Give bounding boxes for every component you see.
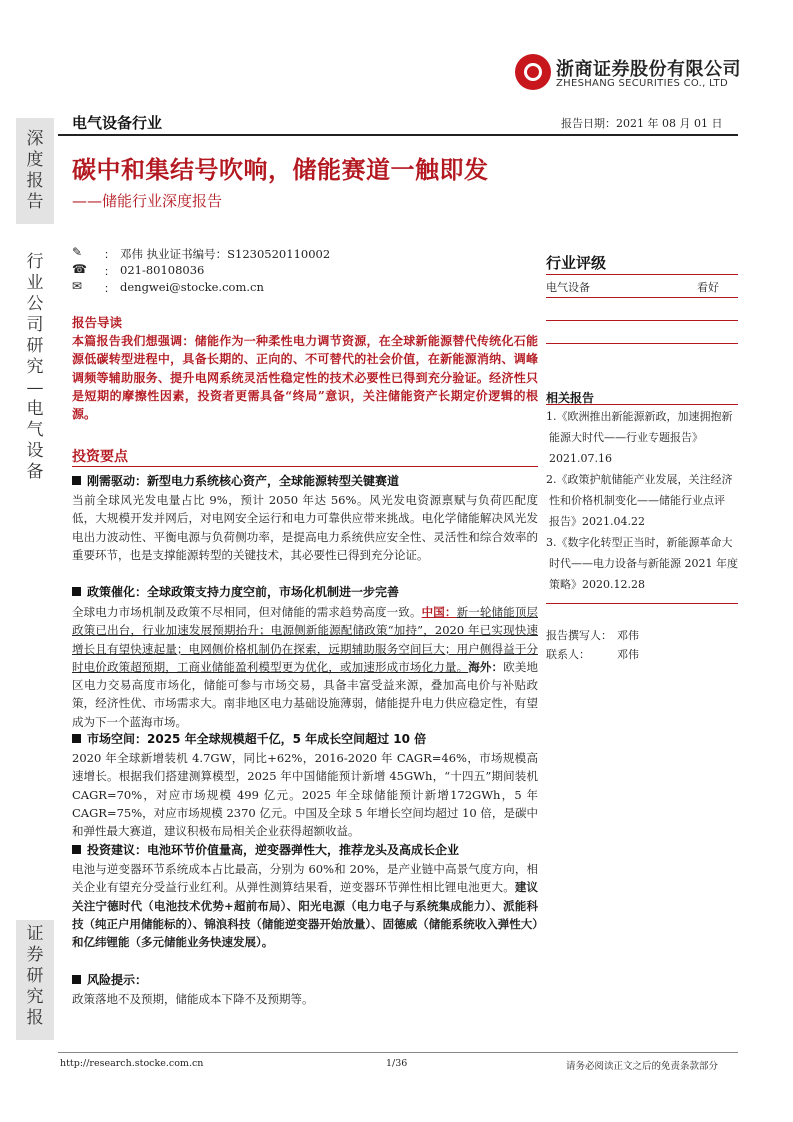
related-item[interactable]: 时代——电力设备与新能源 2021 年度	[549, 557, 738, 570]
sidebar-char: 证	[26, 924, 44, 944]
sidebar-char: 报	[26, 171, 44, 191]
analyst-cert: 邓伟 执业证书编号：S1230520110002	[120, 247, 331, 261]
pen-icon: ✎	[72, 245, 83, 259]
footer-divider	[58, 1052, 738, 1053]
related-bottom-divider	[546, 603, 738, 604]
sidebar-char: 券	[26, 945, 44, 965]
sidebar-category	[16, 248, 54, 488]
sidebar-char: 备	[26, 462, 44, 482]
point-1-title: 刚需驱动：新型电力系统核心资产，全球能源转型关键赛道	[87, 474, 400, 488]
phone-colon: ：	[104, 265, 115, 278]
related-item: 策略》2020.12.28	[549, 578, 645, 591]
related-item[interactable]: 性和价格机制变化——储能行业点评	[549, 494, 725, 507]
footer-url[interactable]: http://research.stocke.com.cn	[60, 1058, 204, 1069]
writer-name: 邓伟	[617, 629, 639, 642]
sidebar-char: 设	[26, 441, 44, 461]
contact-name: 邓伟	[617, 648, 639, 661]
related-heading: 相关报告	[546, 391, 595, 405]
sidebar-char: 研	[26, 336, 44, 356]
point-4-head	[72, 841, 459, 858]
point-4-text-a: 电池与逆变器环节系统成本占比最高，分别为 60%和 20%，是产业链中高景气度方向，相关企业有望充分受益行业红利。从弹性测算结果看，逆变器环节弹性相比锂电池更大。	[72, 862, 538, 895]
company-name-cn: 浙商证券股份有限公司	[556, 59, 741, 80]
rating-heading: 行业评级	[546, 254, 607, 272]
report-subtitle: ——储能行业深度报告	[72, 192, 223, 210]
rating-line-1	[546, 297, 738, 298]
bullet-square-icon	[72, 734, 81, 743]
guide-heading: 报告导读	[72, 315, 123, 330]
sidebar-char: 公	[26, 294, 44, 314]
header-divider	[58, 134, 738, 136]
company-logo-core-icon	[527, 66, 539, 78]
sidebar-char: 深	[26, 129, 44, 149]
point-2-china-label: 中国：	[421, 605, 457, 619]
sidebar-char: 究	[26, 357, 44, 377]
related-item[interactable]: 能源大时代——行业专题报告》	[549, 431, 703, 444]
related-divider	[546, 404, 738, 405]
sidebar-char: —	[26, 378, 44, 398]
sidebar-char: 研	[26, 966, 44, 986]
rating-line-3	[546, 343, 738, 344]
sidebar-char: 告	[26, 192, 44, 212]
point-4-text-b: 建议关注宁德时代（电池技术优势+超前布局）、阳光电源（电力电子与系统集成能力）、派能科技（纯正户用储能标的）、锦浪科技（储能逆变器开始放量）、固德威（储能系统收入弹性大）和亿纬锂能（多元储能业务快速发展）。	[72, 880, 538, 950]
analyst-phone: 021-80108036	[120, 263, 205, 277]
point-2-head	[72, 583, 399, 600]
sidebar-char: 究	[26, 987, 44, 1007]
point-2-text-a: 全球电力市场机制及政策不尽相同，但对储能的需求趋势高度一致。	[72, 605, 422, 619]
point-2-title: 政策催化：全球政策支持力度空前，市场化机制进一步完善	[87, 585, 400, 599]
related-item: 报告》2021.04.22	[549, 515, 645, 528]
sidebar-char: 电	[26, 399, 44, 419]
guide-text: 本篇报告我们想强调：储能作为一种柔性电力调节资源，在全球新能源替代传统化石能源低碳转型进程中，具备长期的、正向的、不可替代的社会价值，在新能源消纳、调峰调频等辅助服务、提升电网系统灵活性稳定性的技术必要性已得到充分验证。经济性只是短期的摩擦性因素，投资者更需具备“终局”意识，关注储能资产长期定价逻辑的根源。	[72, 334, 538, 422]
email-colon: ：	[104, 282, 115, 295]
sidebar-char: 司	[26, 315, 44, 335]
point-3-head	[72, 730, 426, 747]
bullet-square-icon	[72, 476, 81, 485]
sidebar-char: 报	[26, 1008, 44, 1028]
bullet-square-icon	[72, 975, 81, 984]
rating-divider	[546, 274, 738, 275]
sidebar-char: 气	[26, 420, 44, 440]
related-item[interactable]: 1.《欧洲推出新能源新政，加速拥抱新	[546, 410, 733, 423]
analyst-email[interactable]: dengwei@stocke.com.cn	[120, 280, 264, 294]
point-5-title: 风险提示：	[87, 973, 148, 987]
point-5-text: 政策落地不及预期，储能成本下降不及预期等。	[72, 992, 314, 1006]
related-item[interactable]: 2.《政策护航储能产业发展，关注经济	[546, 473, 733, 486]
point-5-head	[72, 971, 147, 988]
point-2-text	[72, 603, 538, 731]
bullet-square-icon	[72, 587, 81, 596]
rating-sector: 电气设备	[546, 281, 590, 294]
sidebar-char: 业	[26, 273, 44, 293]
point-1-text: 当前全球风光发电量占比 9%，预计 2050 年达 56%。风光发电资源禀赋与负荷匹配度低，大规模开发并网后，对电网安全运行和电力可靠供应带来挑战。电化学储能解决风光发电出力波动性、平衡电源与负荷侧功率，是提高电力系统供应安全性、灵活性和综合效率的重要环节，也是支撑能源转型的关键技术，其必要性已得到充分论证。	[72, 493, 538, 562]
report-date: 报告日期：2021 年 08 月 01 日	[561, 117, 723, 130]
rating-value: 看好	[697, 281, 719, 294]
footer-disclaimer: 请务必阅读正文之后的免责条款部分	[566, 1061, 719, 1072]
points-divider	[72, 466, 538, 467]
mail-icon: ✉	[72, 279, 83, 293]
point-3-text: 2020 年全球新增装机 4.7GW，同比+62%，2016-2020 年 CAGR=46%，市场规模高速增长。根据我们搭建测算模型，2025 年中国储能预计新增 45GWh，“十四五”期间装机 CAGR=70%，对应市场规模 499 亿元。2025 年全球储能预计新增172GWh，5 年 CAGR=75%，对应市场规模 2370 亿元。中国及全球 5 年增长空间均超过 10 倍，是碳中和弹性最大赛道，建议积极布局相关企业获得超额收益。	[72, 751, 538, 839]
sidebar-char: 度	[26, 150, 44, 170]
contact-label: 联系人：	[546, 648, 590, 661]
analyst-colon: ：	[104, 248, 115, 261]
point-2-text-c: 欧美地区电力交易高度市场化，储能可参与市场交易，具备丰富受益来源，叠加高电价与补贴政策，经济性优、市场需求大。南非地区电力基础设施薄弱，储能提升电力供应稳定性，有望成为下一个蓝海市场。	[72, 659, 539, 729]
point-4-text	[72, 860, 538, 951]
page-number: 1/36	[386, 1058, 408, 1069]
points-heading: 投资要点	[72, 449, 128, 465]
sidebar-char: 行	[26, 252, 44, 272]
related-item: 2021.07.16	[549, 452, 612, 465]
related-item[interactable]: 3.《数字化转型正当时，新能源革命大	[546, 536, 733, 549]
phone-icon: ☎	[72, 262, 87, 276]
point-1-head	[72, 472, 399, 489]
point-2-text-b: 新一轮储能顶层政策已出台，行业加速发展预期抬升；电源侧新能源配储政策“加持”，2020 年已实现快速增长且有望快速起量；电网侧价格机制仍在探索，远期辅助服务空间巨大；用户侧得益于分时电价政策超预期，工商业储能盈利模型更为优化，或加速形成市场化力量。	[72, 605, 539, 674]
writer-label: 报告撰写人：	[546, 629, 612, 642]
point-3-title: 市场空间：2025 年全球规模超千亿，5 年成长空间超过 10 倍	[87, 732, 427, 746]
bullet-square-icon	[72, 845, 81, 854]
company-name-en: ZHESHANG SECURITIES CO., LTD	[556, 78, 728, 89]
sidebar-report-type	[16, 118, 54, 224]
point-4-title: 投资建议：电池环节价值量高，逆变器弹性大，推荐龙头及高成长企业	[87, 843, 460, 857]
report-title: 碳中和集结号吹响，储能赛道一触即发	[72, 156, 489, 184]
point-2-overseas-label: 海外：	[468, 659, 504, 674]
related-list	[546, 406, 740, 595]
rating-line-2	[546, 320, 738, 321]
sidebar-footer-label	[16, 920, 54, 1040]
industry-label: 电气设备行业	[72, 114, 163, 132]
